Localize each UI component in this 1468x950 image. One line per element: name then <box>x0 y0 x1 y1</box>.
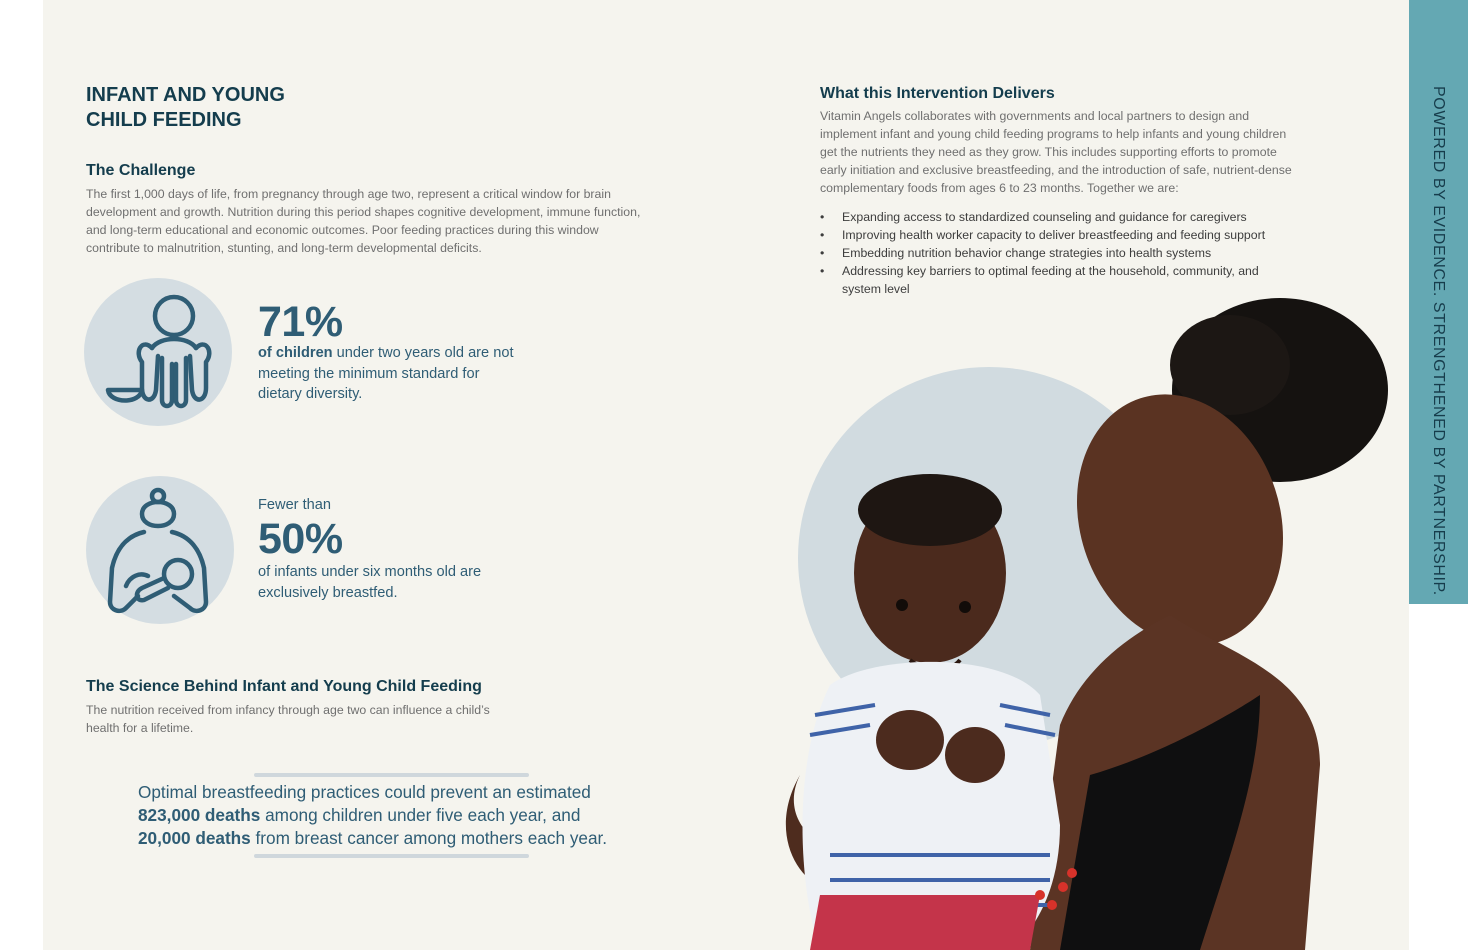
list-item: • Improving health worker capacity to deliver breastfeeding and feeding support <box>820 226 1320 244</box>
breastfeeding-quote <box>138 781 658 850</box>
stat-1-rest: under two years old are not meeting the minimum standard for dietary diversity. <box>258 345 514 402</box>
quote-line-2-rest: among children under five each year, and <box>260 805 581 825</box>
page-title <box>86 83 346 133</box>
quote-bold-2: 20,000 deaths <box>138 828 251 848</box>
child-with-bowl-icon <box>84 278 232 426</box>
stat-2-value: 50% <box>258 515 343 563</box>
list-item: • Expanding access to standardized counseling and guidance for caregivers <box>820 208 1320 226</box>
stat-1-text <box>258 343 518 405</box>
title-line-2: CHILD FEEDING <box>86 109 242 131</box>
intervention-heading: What this Intervention Delivers <box>820 85 1055 102</box>
quote-bold-1: 823,000 deaths <box>138 805 261 825</box>
intervention-body: Vitamin Angels collaborates with governments and local partners to design and implement infant and young child feeding programs to help infants and young children get the nutrients they need as they grow. This includes supporting efforts to promote early initiation and exclusive breastfeeding, and the introduction of safe, nutrient-dense complementary foods from ages 6 to 23 months. Together we are: <box>820 109 1292 195</box>
stat-1-bold: of children <box>258 345 333 361</box>
side-tab-text: POWERED BY EVIDENCE. STRENGTHENED BY PARTNERSHIP. <box>1430 86 1447 596</box>
intervention-bullet-list <box>820 208 1320 298</box>
stat-1-value: 71% <box>258 298 343 346</box>
stat-2-text: of infants under six months old are exclusively breastfed. <box>258 564 482 601</box>
list-item: • Addressing key barriers to optimal feeding at the household, community, and system level <box>820 262 1280 298</box>
stat-2-prefix: Fewer than <box>258 497 332 513</box>
quote-line-3 <box>138 827 658 850</box>
list-item: • Embedding nutrition behavior change strategies into health systems <box>820 244 1320 262</box>
quote-bottom-rule <box>254 854 529 858</box>
quote-top-rule <box>254 773 529 777</box>
quote-line-1: Optimal breastfeeding practices could prevent an estimated <box>138 782 591 802</box>
quote-line-2 <box>138 804 658 827</box>
quote-line-3-rest: from breast cancer among mothers each year. <box>250 828 608 848</box>
challenge-body: The first 1,000 days of life, from pregnancy through age two, represent a critical window for brain development and growth. Nutrition during this period shapes cognitive development, immune function, and long-term educational and economic outcomes. Poor feeding practices during this window contribute to malnutrition, stunting, and long-term developmental deficits. <box>86 187 641 255</box>
mother-and-baby-photo <box>760 295 1400 950</box>
science-heading: The Science Behind Infant and Young Child Feeding <box>86 678 482 695</box>
challenge-heading: The Challenge <box>86 162 196 179</box>
title-line-1: INFANT AND YOUNG <box>86 84 285 106</box>
mother-breastfeeding-icon <box>86 476 234 624</box>
science-body: The nutrition received from infancy through age two can influence a child’s health for a lifetime. <box>86 703 490 735</box>
